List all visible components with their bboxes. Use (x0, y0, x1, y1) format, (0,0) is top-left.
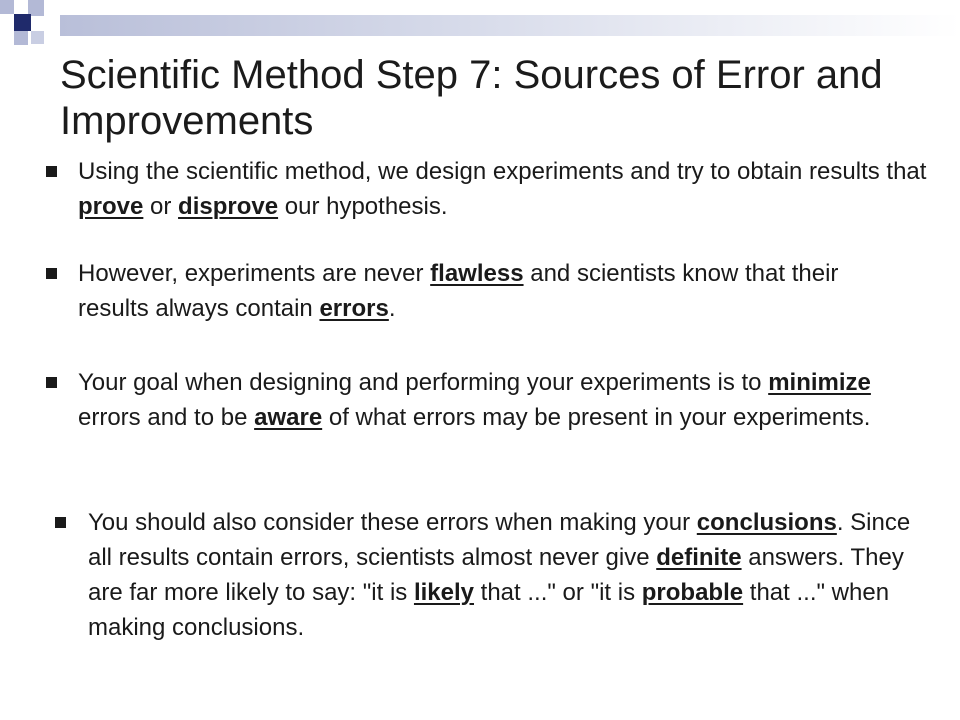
text-run: that ..." when making conclusions. (88, 579, 890, 641)
emphasis-underline (642, 579, 743, 606)
emphasized-term: errors (319, 295, 389, 322)
text-run: Your goal when designing and performing your experiments is to (78, 369, 769, 396)
bullet-square-icon (46, 268, 57, 279)
emphasis-underline (656, 544, 741, 571)
bullet-text (78, 154, 928, 224)
emphasized-term: aware (254, 404, 323, 431)
decor-square (14, 31, 28, 45)
text-run: . (388, 295, 396, 322)
decor-square (0, 0, 14, 14)
text-run: errors and to be (78, 404, 255, 431)
bullet-square-icon (55, 517, 66, 528)
text-run: of what errors may be present in your experiments. (322, 404, 871, 431)
bullet-text (88, 505, 918, 645)
slide-title: Scientific Method Step 7: Sources of Error and Improvements (60, 53, 883, 143)
decor-square (31, 31, 44, 44)
decor-square (0, 14, 14, 30)
emphasis-underline (768, 369, 871, 396)
text-run: that ..." or "it is (474, 579, 642, 606)
emphasized-term: conclusions (696, 509, 837, 536)
emphasized-term: flawless (430, 260, 524, 287)
decor-square (14, 14, 31, 31)
bullet-text (78, 256, 898, 326)
emphasis-underline (78, 193, 143, 220)
decor-square (14, 0, 28, 14)
emphasis-underline (254, 404, 322, 431)
emphasis-underline (319, 295, 388, 322)
text-run: Using the scientific method, we design experiments and try to obtain results that (78, 158, 927, 185)
bullet-square-icon (46, 166, 57, 177)
emphasized-term: likely (413, 579, 474, 606)
text-run: However, experiments are never (78, 260, 431, 287)
decor-square (44, 0, 60, 36)
emphasized-term: definite (656, 544, 742, 571)
text-run: and scientists know that their results always contain (78, 260, 839, 322)
text-run: answers. They are far more likely to say: "it is (88, 544, 904, 606)
emphasized-term: minimize (768, 369, 871, 396)
bullet-text (78, 365, 928, 435)
emphasized-term: prove (78, 193, 144, 220)
text-run: our hypothesis. (278, 193, 448, 220)
text-run: . Since all results contain errors, scientists almost never give (88, 509, 911, 571)
bullet-square-icon (46, 377, 57, 388)
title-gradient-band (60, 15, 960, 36)
text-run: or (143, 193, 179, 220)
text-run: You should also consider these errors when making your (88, 509, 697, 536)
emphasized-term: probable (641, 579, 744, 606)
emphasized-term: disprove (178, 193, 279, 220)
emphasis-underline (430, 260, 523, 287)
emphasis-underline (178, 193, 278, 220)
emphasis-underline (414, 579, 474, 606)
emphasis-underline (697, 509, 837, 536)
